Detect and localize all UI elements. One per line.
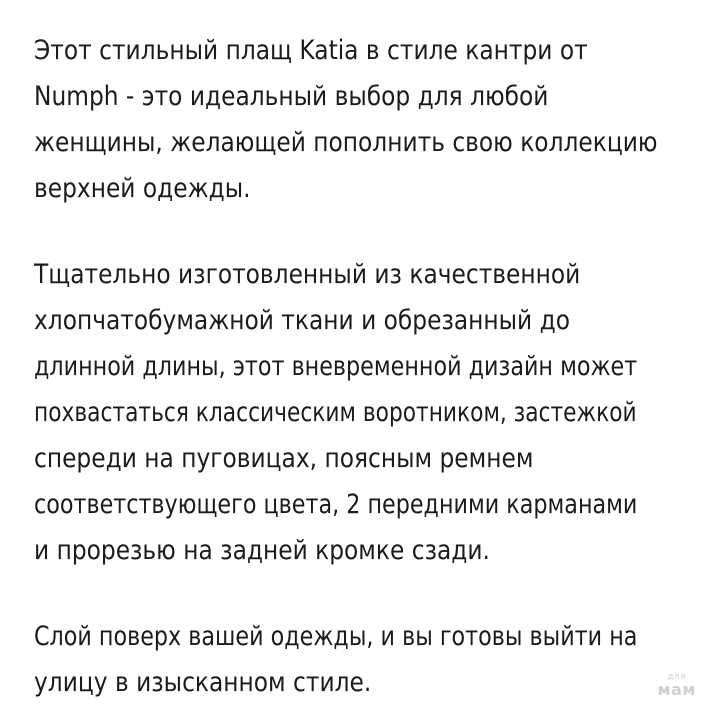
watermark-logo: [658, 673, 696, 698]
text-line: хлопчатобумажной ткани и обрезанный до: [34, 305, 571, 336]
text-line: Слой поверх вашей одежды, и вы готовы выйти на: [34, 621, 638, 652]
text-line: соответствующего цвета, 2 передними карманами: [34, 489, 638, 520]
watermark-top-text: для: [667, 672, 687, 682]
text-line: улицу в изысканном стиле.: [34, 667, 372, 698]
text-line: Numph - это идеальный выбор для любой: [34, 81, 549, 112]
text-line: Этот стильный плащ Katia в стиле кантри от: [34, 35, 588, 66]
text-line: спереди на пуговицах, поясным ремнем: [34, 443, 534, 474]
text-line: и прорезью на задней кромке сзади.: [34, 535, 490, 566]
text-line: длинной длины, этот вневременной дизайн может: [34, 351, 638, 382]
text-line: женщины, желающей пополнить свою коллекцию: [34, 127, 658, 158]
text-line: Тщательно изготовленный из качественной: [34, 259, 581, 290]
text-line: верхней одежды.: [34, 173, 251, 204]
watermark-main-text: мам: [657, 680, 696, 699]
text-line: похвастаться классическим воротником, застежкой: [34, 397, 637, 428]
